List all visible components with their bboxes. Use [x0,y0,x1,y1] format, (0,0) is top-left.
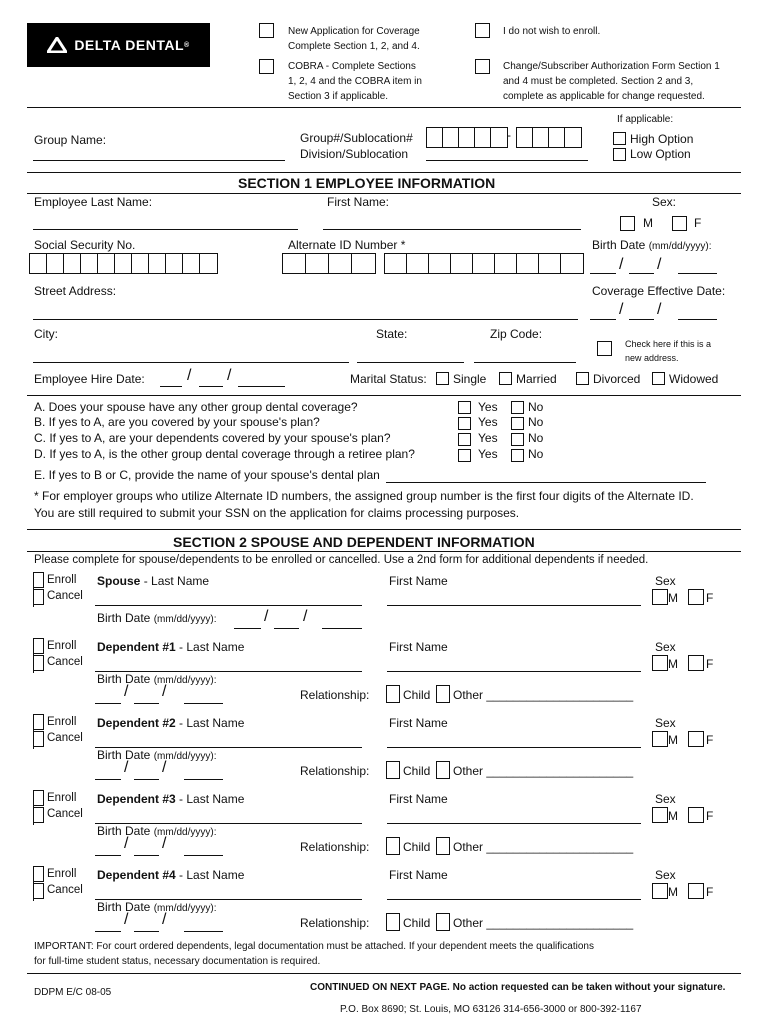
dependent-4-other-checkbox[interactable] [436,913,450,931]
spouse-plan-field[interactable] [386,482,706,483]
if-applicable-label: If applicable: [617,114,674,125]
marital-married-label: Married [516,372,557,386]
dependent-1-birth-year-field[interactable] [184,703,223,704]
dependent-2-cancel-label: Cancel [47,732,83,744]
question-c-no-label: No [528,431,544,445]
dependent-2-sex-f-checkbox[interactable] [688,731,704,747]
contact-address: P.O. Box 8690; St. Louis, MO 63126 314-656-3000 or 800-392-1167 [340,1004,642,1015]
sex-f-label: F [694,216,702,230]
coverage-year-field[interactable] [678,319,717,320]
dependent-1-birth-slash-2: / [162,683,167,700]
question-c: C. If yes to A, are your dependents covered by your spouse's plan? [34,431,391,445]
question-b-no-label: No [528,415,544,429]
dependent-1-type-label: Dependent #1 [97,640,176,654]
question-b: B. If yes to A, are you covered by your spouse's plan? [34,415,320,429]
marital-single-checkbox[interactable] [436,372,449,385]
no-enroll-label: I do not wish to enroll. [503,26,601,37]
no-enroll-checkbox[interactable] [475,23,490,38]
dependent-3-enroll-label: Enroll [47,792,77,804]
high-option-checkbox[interactable] [613,132,626,145]
section1-title-underline [27,193,741,194]
dependent-3-birth-year-field[interactable] [184,855,223,856]
group-number-label: Group#/Sublocation# [300,131,413,145]
zip-field[interactable] [474,362,576,363]
hire-day-field[interactable] [199,386,223,387]
low-option-checkbox[interactable] [613,148,626,161]
dependent-2-birth-format: (mm/dd/yyyy): [153,751,217,762]
spouse-last-name-field[interactable] [95,605,362,606]
coverage-day-field[interactable] [629,319,654,320]
delta-triangle-icon [47,37,67,53]
alternate-id-note-1: * For employer groups who utilize Alternate ID numbers, the assigned group number is the first four digits of the Alternate ID. [34,489,694,503]
dependent-4-relationship-label: Relationship: [300,916,370,930]
dependent-4-sex-label: Sex [655,868,676,882]
birth-slash-2: / [657,256,662,273]
dependent-3-sex-f-checkbox[interactable] [688,807,704,823]
dependent-4-birth-year-field[interactable] [184,931,223,932]
dependent-1-relationship-label: Relationship: [300,688,370,702]
dependent-3-child-checkbox[interactable] [386,837,400,855]
change-form-checkbox[interactable] [475,59,490,74]
dependent-2-birth-slash-1: / [124,759,129,776]
question-a: A. Does your spouse have any other group dental coverage? [34,400,358,414]
marital-married-checkbox[interactable] [499,372,512,385]
dependent-3-sex-f-label: F [706,809,714,823]
city-label: City: [34,327,58,341]
alternate-id-label: Alternate ID Number * [288,238,406,252]
dependent-3-birth-label [97,824,216,838]
dependent-1-other-checkbox[interactable] [436,685,450,703]
group-number-boxes[interactable] [426,127,508,148]
coverage-slash-2: / [657,301,662,318]
question-a-yes-checkbox[interactable] [458,401,471,414]
sublocation-boxes[interactable] [516,127,582,148]
spouse-birth-month-field[interactable] [234,628,261,629]
question-d: D. If yes to A, is the other group dental coverage through a retiree plan? [34,447,415,461]
new-application-label: New Application for Coverage [288,26,420,37]
dependent-1-child-label: Child [403,688,431,702]
dependent-2-type-label: Dependent #2 [97,716,176,730]
question-b-yes-label: Yes [478,415,498,429]
dependent-2-cancel-checkbox[interactable] [33,731,44,747]
marital-widowed-checkbox[interactable] [652,372,665,385]
spouse-cancel-checkbox[interactable] [33,589,44,605]
dependent-1-sex-m-checkbox[interactable] [652,655,668,671]
dependent-3-sex-m-checkbox[interactable] [652,807,668,823]
dependent-3-type-label: Dependent #3 [97,792,176,806]
dependent-4-first-name-field[interactable] [387,899,641,900]
brand-name: DELTA DENTAL [74,37,184,53]
sex-m-label: M [643,216,653,230]
question-d-no-checkbox[interactable] [511,449,524,462]
dependent-1-cancel-checkbox[interactable] [33,655,44,671]
group-name-label: Group Name: [34,133,107,147]
division-field[interactable] [426,160,588,161]
change-form-label: Change/Subscriber Authorization Form Section 1 [503,61,720,72]
dependent-4-birth-slash-2: / [162,911,167,928]
section2-intro: Please complete for spouse/dependents to be enrolled or cancelled. Use a 2nd form for additional dependents if needed. [34,554,649,566]
question-d-yes-checkbox[interactable] [458,449,471,462]
coverage-month-field[interactable] [590,319,616,320]
dependent-3-birth-text: Birth Date [97,824,151,838]
dependent-4-birth-format: (mm/dd/yyyy): [153,903,217,914]
question-c-yes-label: Yes [478,431,498,445]
employee-last-name-field[interactable] [33,229,298,230]
dependent-2-birth-label [97,748,216,762]
employee-birth-label [592,238,711,252]
employee-last-name-label: Employee Last Name: [34,195,153,209]
continued-notice: CONTINUED ON NEXT PAGE. No action requested can be taken without your signature. [310,982,726,993]
dependent-4-sex-m-checkbox[interactable] [652,883,668,899]
birth-year-field[interactable] [678,273,717,274]
alternate-id-boxes-2[interactable] [384,253,584,274]
dependent-3-other-label: Other ______________________ [453,840,634,854]
dependent-3-last-name-text: - Last Name [179,792,245,806]
spouse-last-name-text: - Last Name [143,574,210,588]
cobra-desc-2: Section 3 if applicable. [288,91,389,102]
dependent-4-name-label [97,868,244,882]
dependent-1-birth-day-field[interactable] [134,703,159,704]
dependent-4-birth-day-field[interactable] [134,931,159,932]
spouse-sex-m-checkbox[interactable] [652,589,668,605]
delta-dental-logo [27,23,210,67]
dependent-2-first-name-label: First Name [389,716,448,730]
question-d-yes-label: Yes [478,447,498,461]
dependent-1-sex-f-label: F [706,657,714,671]
coverage-date-label: Coverage Effective Date: [592,284,726,298]
dependent-2-other-checkbox[interactable] [436,761,450,779]
spouse-sex-f-label: F [706,591,714,605]
spouse-birth-slash-2: / [303,608,308,625]
dependent-3-first-name-field[interactable] [387,823,641,824]
dependent-2-last-name-text: - Last Name [179,716,245,730]
group-dash: - [507,128,511,142]
change-form-desc-1: and 4 must be completed. Section 2 and 3, [503,76,694,87]
dependent-2-enroll-label: Enroll [47,716,77,728]
dependent-1-other-label: Other ______________________ [453,688,634,702]
question-c-yes-checkbox[interactable] [458,433,471,446]
spouse-sex-m-label: M [668,591,678,605]
spouse-first-name-field[interactable] [387,605,641,606]
dependent-1-enroll-checkbox[interactable] [33,638,44,654]
important-note-2: for full-time student status, necessary documentation is required. [34,956,321,967]
marital-status-label: Marital Status: [350,372,427,386]
dependent-3-birth-slash-2: / [162,835,167,852]
dependent-4-cancel-label: Cancel [47,884,83,896]
ssn-boxes[interactable] [29,253,218,274]
group-name-field[interactable] [33,160,285,161]
spouse-first-name-label: First Name [389,574,448,588]
marital-widowed-label: Widowed [669,372,719,386]
employee-first-name-label: First Name: [327,195,390,209]
question-b-yes-checkbox[interactable] [458,417,471,430]
question-a-yes-label: Yes [478,400,498,414]
spouse-enroll-checkbox[interactable] [33,572,44,588]
spouse-birth-slash-1: / [264,608,269,625]
dependent-1-birth-month-field[interactable] [95,703,121,704]
header-divider [27,107,741,108]
dependent-4-cancel-checkbox[interactable] [33,883,44,899]
dependent-3-sex-m-label: M [668,809,678,823]
dependent-3-cancel-checkbox[interactable] [33,807,44,823]
dependent-1-last-name-text: - Last Name [179,640,245,654]
question-b-no-checkbox[interactable] [511,417,524,430]
cobra-label: COBRA - Complete Sections [288,61,416,72]
marital-divorced-label: Divorced [593,372,641,386]
dependent-4-enroll-checkbox[interactable] [33,866,44,882]
high-option-label: High Option [630,132,694,146]
dependent-1-first-name-field[interactable] [387,671,641,672]
spouse-enroll-label: Enroll [47,574,77,586]
marital-divorced-checkbox[interactable] [576,372,589,385]
sex-m-checkbox[interactable] [620,216,635,231]
dependent-3-enroll-checkbox[interactable] [33,790,44,806]
dependent-2-child-checkbox[interactable] [386,761,400,779]
new-address-label-1: Check here if this is a [625,339,712,349]
spouse-sex-label: Sex [655,574,676,588]
dependent-4-child-checkbox[interactable] [386,913,400,931]
dependent-3-birth-format: (mm/dd/yyyy): [153,827,217,838]
birth-slash-1: / [619,256,624,273]
dependent-3-relationship-label: Relationship: [300,840,370,854]
dependent-3-birth-day-field[interactable] [134,855,159,856]
dependent-2-sex-m-checkbox[interactable] [652,731,668,747]
dependent-2-birth-slash-2: / [162,759,167,776]
spouse-cancel-label: Cancel [47,590,83,602]
question-a-no-label: No [528,400,544,414]
brand-reg: ® [184,41,190,49]
sex-f-checkbox[interactable] [672,216,687,231]
dependent-1-birth-slash-1: / [124,683,129,700]
question-c-no-checkbox[interactable] [511,433,524,446]
dependent-4-sex-f-checkbox[interactable] [688,883,704,899]
dependent-4-sex-f-label: F [706,885,714,899]
footer-divider [27,973,741,974]
state-field[interactable] [357,362,464,363]
questions-divider [27,395,741,396]
form-id: DDPM E/C 08-05 [34,987,112,998]
spouse-birth-year-field[interactable] [322,628,362,629]
zip-label: Zip Code: [490,327,543,341]
dependent-2-birth-text: Birth Date [97,748,151,762]
dependent-2-birth-day-field[interactable] [134,779,159,780]
new-application-checkbox[interactable] [259,23,274,38]
street-address-label: Street Address: [34,284,117,298]
dependent-4-other-label: Other ______________________ [453,916,634,930]
alternate-id-boxes-1[interactable] [282,253,376,274]
dependent-4-birth-slash-1: / [124,911,129,928]
dependent-3-birth-slash-1: / [124,835,129,852]
dependent-1-birth-label [97,672,216,686]
dependent-1-birth-text: Birth Date [97,672,151,686]
section2-title: SECTION 2 SPOUSE AND DEPENDENT INFORMATION [173,534,535,550]
hire-slash-1: / [187,367,192,384]
new-address-checkbox[interactable] [597,341,612,356]
dependent-1-birth-format: (mm/dd/yyyy): [153,675,217,686]
spouse-sex-f-checkbox[interactable] [688,589,704,605]
dependent-1-cancel-label: Cancel [47,656,83,668]
dependent-4-child-label: Child [403,916,431,930]
dependent-4-birth-text: Birth Date [97,900,151,914]
cobra-desc-1: 1, 2, 4 and the COBRA item in [288,76,422,87]
change-form-desc-2: complete as applicable for change requested. [503,91,705,102]
important-note-1: IMPORTANT: For court ordered dependents, legal documentation must be attached. If your dependent meets the qualifications [34,941,594,952]
dependent-4-type-label: Dependent #4 [97,868,176,882]
birth-day-field[interactable] [629,273,654,274]
marital-single-label: Single [453,372,487,386]
state-label: State: [376,327,408,341]
question-e: E. If yes to B or C, provide the name of your spouse's dental plan [34,468,380,482]
birth-date-text: Birth Date [592,238,646,252]
dependent-1-sex-label: Sex [655,640,676,654]
birth-date-format: (mm/dd/yyyy): [648,241,712,252]
section1-title: SECTION 1 EMPLOYEE INFORMATION [238,175,496,191]
dependent-4-birth-month-field[interactable] [95,931,121,932]
dependent-2-enroll-checkbox[interactable] [33,714,44,730]
dependent-3-sex-label: Sex [655,792,676,806]
hire-year-field[interactable] [238,386,285,387]
spouse-name-label [97,574,209,588]
alternate-id-note-2: You are still required to submit your SSN on the application for claims processing purposes. [34,506,520,520]
spouse-birth-label [97,611,216,625]
dependent-2-sex-label: Sex [655,716,676,730]
dependent-2-birth-year-field[interactable] [184,779,223,780]
dependent-2-name-label [97,716,244,730]
hire-date-label: Employee Hire Date: [34,372,145,386]
dependent-3-cancel-label: Cancel [47,808,83,820]
spouse-birth-day-field[interactable] [274,628,299,629]
dependent-4-sex-m-label: M [668,885,678,899]
dependent-3-other-checkbox[interactable] [436,837,450,855]
dependent-1-sex-f-checkbox[interactable] [688,655,704,671]
question-d-no-label: No [528,447,544,461]
hire-slash-2: / [227,367,232,384]
dependent-4-last-name-text: - Last Name [179,868,245,882]
spouse-type-label: Spouse [97,574,141,588]
dependent-1-sex-m-label: M [668,657,678,671]
dependent-2-child-label: Child [403,764,431,778]
dependent-2-first-name-field[interactable] [387,747,641,748]
spouse-birth-text: Birth Date [97,611,151,625]
ssn-label: Social Security No. [34,238,136,252]
spouse-birth-format: (mm/dd/yyyy): [153,614,217,625]
cobra-checkbox[interactable] [259,59,274,74]
dependent-2-sex-f-label: F [706,733,714,747]
street-address-field[interactable] [33,319,578,320]
city-field[interactable] [33,362,349,363]
dependent-2-sex-m-label: M [668,733,678,747]
dependent-1-name-label [97,640,244,654]
dependent-4-enroll-label: Enroll [47,868,77,880]
dependent-1-enroll-label: Enroll [47,640,77,652]
employee-first-name-field[interactable] [323,229,581,230]
new-address-label-2: new address. [625,353,679,363]
sex-label: Sex: [652,195,677,209]
new-application-desc: Complete Section 1, 2, and 4. [288,41,420,52]
birth-month-field[interactable] [590,273,616,274]
coverage-slash-1: / [619,301,624,318]
dependent-2-other-label: Other ______________________ [453,764,634,778]
dependent-1-child-checkbox[interactable] [386,685,400,703]
low-option-label: Low Option [630,147,691,161]
dependent-3-birth-month-field[interactable] [95,855,121,856]
dependent-1-first-name-label: First Name [389,640,448,654]
dependent-3-first-name-label: First Name [389,792,448,806]
dependent-4-birth-label [97,900,216,914]
section2-title-underline [27,551,741,552]
question-a-no-checkbox[interactable] [511,401,524,414]
hire-month-field[interactable] [160,386,182,387]
dependent-2-birth-month-field[interactable] [95,779,121,780]
dependent-3-name-label [97,792,244,806]
division-label: Division/Sublocation [300,147,409,161]
dependent-4-first-name-label: First Name [389,868,448,882]
section2-divider [27,529,741,530]
dependent-2-relationship-label: Relationship: [300,764,370,778]
dependent-3-child-label: Child [403,840,431,854]
section1-divider [27,172,741,173]
